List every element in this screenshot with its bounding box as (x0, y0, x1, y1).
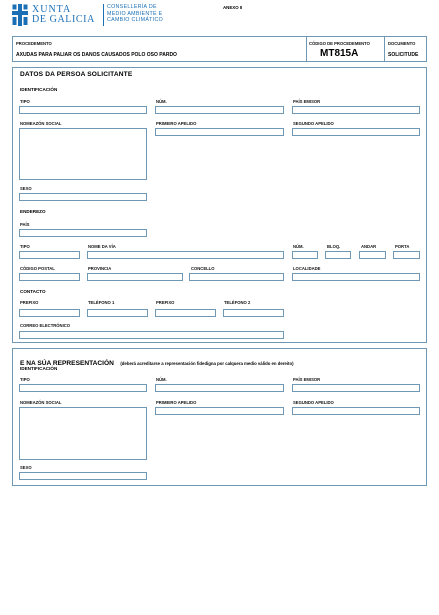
sexo-field[interactable] (19, 193, 147, 201)
address-tipo-label: TIPO (20, 244, 30, 249)
rep-sexo-label: SEXO (20, 465, 32, 470)
xunta-logo-mark-icon (12, 4, 28, 26)
representative-note: (deberá acreditarse a representación fidedigna por calquera medio válido en dereito) (120, 361, 294, 366)
rep-segundo-apelido-label: SEGUNDO APELIDO (293, 400, 334, 405)
tipo-field[interactable] (19, 106, 147, 114)
primeiro-apelido-label: PRIMEIRO APELIDO (156, 121, 197, 126)
localidade-label: LOCALIDADE (293, 266, 321, 271)
annex-label: ANEXO II (223, 5, 243, 10)
andar-field[interactable] (359, 251, 386, 259)
telefono2-label: TELÉFONO 2 (224, 300, 251, 305)
pais-emisor-label: PAÍS EMISOR (293, 99, 321, 104)
department-line1: CONSELLERÍA DE (107, 4, 157, 10)
telefono2-field[interactable] (223, 309, 284, 317)
concello-label: CONCELLO (191, 266, 215, 271)
rep-primeiro-apelido-label: PRIMEIRO APELIDO (156, 400, 197, 405)
address-num-field[interactable] (292, 251, 318, 259)
document-label: DOCUMENTO (388, 41, 416, 46)
nome-via-field[interactable] (87, 251, 284, 259)
provincia-field[interactable] (87, 273, 183, 281)
prefixo2-field[interactable] (155, 309, 216, 317)
procedure-label: PROCEDEMENTO (16, 41, 52, 46)
department-line2: MEDIO AMBIENTE E (107, 10, 163, 17)
contact-heading: CONTACTO (20, 289, 46, 294)
primeiro-apelido-field[interactable] (155, 128, 284, 136)
rep-segundo-apelido-field[interactable] (292, 407, 420, 415)
logo-line1: XUNTA (32, 4, 72, 15)
rep-nomeazon-label: NOMEAZÓN SOCIAL (20, 400, 62, 405)
rep-pais-emisor-label: PAÍS EMISOR (293, 377, 321, 382)
applicant-identification-heading: IDENTIFICACIÓN (20, 87, 58, 92)
address-num-label: NÚM. (293, 244, 304, 249)
logo-line2: DE GALICIA (32, 14, 95, 25)
email-field[interactable] (19, 331, 284, 339)
procedure-bar (12, 36, 427, 62)
representative-section-title (20, 352, 294, 370)
segundo-apelido-label: SEGUNDO APELIDO (293, 121, 334, 126)
address-heading: ENDEREZO (20, 209, 46, 214)
procedure-code-label: CÓDIGO DE PROCEDEMENTO (309, 41, 370, 46)
codigo-postal-label: CÓDIGO POSTAL (20, 266, 55, 271)
rep-num-label: NÚM. (156, 377, 167, 382)
prefixo1-field[interactable] (19, 309, 80, 317)
bloq-label: BLOQ. (327, 244, 341, 249)
logo-divider (103, 4, 104, 26)
andar-label: ANDAR (361, 244, 377, 249)
localidade-field[interactable] (292, 273, 420, 281)
applicant-section-title: DATOS DA PERSOA SOLICITANTE (20, 71, 133, 78)
prefixo2-label: PREFIXO (156, 300, 175, 305)
procedure-code: MT815A (320, 48, 359, 59)
num-label: NÚM. (156, 99, 167, 104)
prefixo1-label: PREFIXO (20, 300, 39, 305)
rep-num-field[interactable] (155, 384, 284, 392)
rep-sexo-field[interactable] (19, 472, 147, 480)
segundo-apelido-field[interactable] (292, 128, 420, 136)
num-field[interactable] (155, 106, 284, 114)
concello-field[interactable] (189, 273, 284, 281)
pais-emisor-field[interactable] (292, 106, 420, 114)
rep-nomeazon-field[interactable] (19, 407, 147, 460)
rep-pais-emisor-field[interactable] (292, 384, 420, 392)
rep-primeiro-apelido-field[interactable] (155, 407, 284, 415)
bloq-field[interactable] (325, 251, 351, 259)
pais-label: PAÍS (20, 222, 30, 227)
procedure-divider-2 (384, 37, 385, 61)
nomeazon-field[interactable] (19, 128, 147, 180)
header (12, 4, 427, 32)
email-label: CORREO ELECTRÓNICO (20, 323, 71, 328)
document-value: SOLICITUDE (388, 52, 419, 58)
telefono1-field[interactable] (87, 309, 148, 317)
pais-field[interactable] (19, 229, 147, 237)
porta-field[interactable] (393, 251, 420, 259)
department-line3: CAMBIO CLIMÁTICO (107, 17, 164, 23)
codigo-postal-field[interactable] (19, 273, 80, 281)
nome-via-label: NOME DA VÍA (88, 244, 116, 249)
nomeazon-label: NOMEAZÓN SOCIAL (20, 121, 62, 126)
porta-label: PORTA (395, 244, 410, 249)
rep-tipo-label: TIPO (20, 377, 30, 382)
address-tipo-field[interactable] (19, 251, 80, 259)
procedure-divider-1 (306, 37, 307, 61)
sexo-label: SEXO (20, 186, 32, 191)
telefono1-label: TELÉFONO 1 (88, 300, 115, 305)
rep-tipo-field[interactable] (19, 384, 147, 392)
provincia-label: PROVINCIA (88, 266, 112, 271)
representative-title: E NA SÚA REPRESENTACIÓN (20, 360, 114, 367)
procedure-title: AXUDAS PARA PALIAR OS DANOS CAUSADOS POLO OSO PARDO (16, 52, 177, 58)
representative-identification-heading: IDENTIFICACIÓN (20, 366, 58, 371)
tipo-label: TIPO (20, 99, 30, 104)
